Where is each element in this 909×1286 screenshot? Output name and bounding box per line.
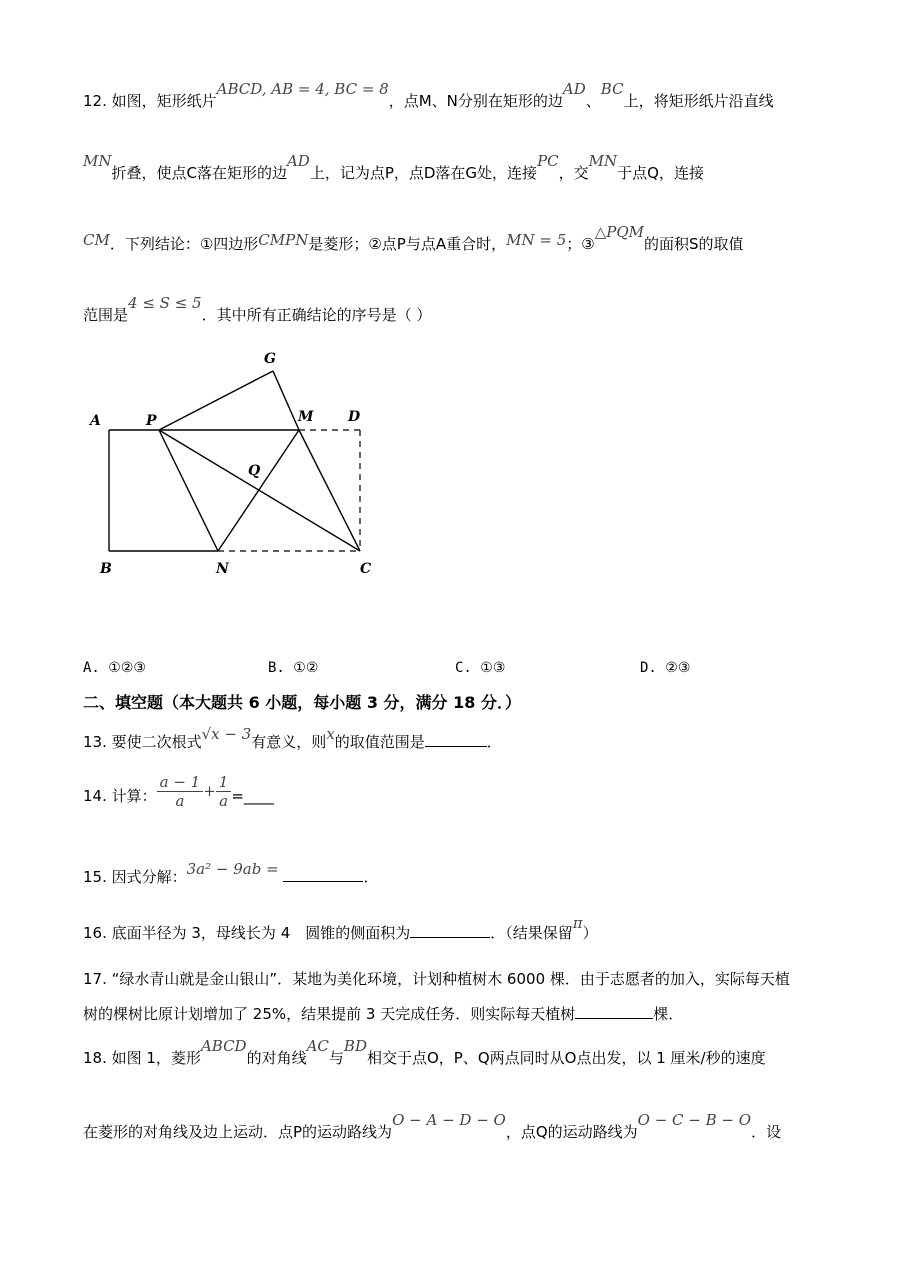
edge-nm (218, 430, 299, 551)
fraction-2 (216, 773, 232, 810)
edge-gm (273, 371, 299, 430)
math-bd: BD (343, 1037, 367, 1055)
q14-text: 14. 计算： (83, 787, 157, 805)
q16-text: ．（结果保留 (490, 924, 573, 942)
q12-text: 、 (585, 92, 601, 110)
q12-text: 上，将矩形纸片沿直线 (623, 92, 774, 110)
plus-sign: + (203, 782, 216, 800)
q12-text: 折叠，使点C落在矩形的边 (111, 164, 287, 182)
math-abcd: ABCD, AB = 4, BC = 8 (216, 80, 389, 98)
section-heading: 二、填空题（本大题共 6 小题，每小题 3 分，满分 18 分．） (83, 693, 521, 712)
math-pqm: △PQM (594, 223, 645, 241)
label-m: M (298, 409, 314, 425)
q12-text: 上，记为点P，点D落在G处，连接 (309, 164, 538, 182)
math-cm: CM (83, 231, 110, 249)
label-c: C (360, 561, 372, 577)
q12-text: ．其中所有正确结论的序号是（ ） (201, 306, 432, 324)
q12-text: ，交 (558, 164, 589, 182)
math-ac: AC (306, 1037, 329, 1055)
option-c[interactable]: C. ①③ (455, 660, 506, 676)
math-mn: MN (83, 152, 112, 170)
q16-text: 16. 底面半径为 3，母线长为 4 圆锥的侧面积为 (83, 924, 411, 942)
q17-text: 棵． (653, 1005, 684, 1023)
math-cmpn: CMPN (258, 231, 309, 249)
q18-text: 的对角线 (246, 1049, 307, 1067)
q12-text: ，点M、N分别在矩形的边 (388, 92, 563, 110)
label-n: N (216, 561, 229, 577)
fraction-num: 1 (216, 773, 232, 792)
q18-text: 18. 如图 1，菱形 (83, 1049, 201, 1067)
q13 (83, 725, 502, 752)
option-a[interactable]: A. ①②③ (83, 660, 146, 676)
math-pi: π (572, 914, 583, 932)
math-pc: PC (537, 152, 559, 170)
fraction-den: a (219, 792, 229, 810)
q12-text: 12. 如图，矩形纸片 (83, 92, 217, 110)
math-bc: BC (600, 80, 624, 98)
q15-text: ． (363, 868, 379, 886)
answer-blank[interactable] (575, 1004, 653, 1019)
math-path-q: O − C − B − O (637, 1111, 752, 1129)
math-path-p: O − A − D − O (392, 1111, 506, 1129)
label-d: D (348, 409, 361, 425)
q18-text: 相交于点O，P、Q两点同时从O点出发，以 1 厘米/秒的速度 (366, 1049, 766, 1067)
math-factor: 3a² − 9ab = (186, 860, 279, 878)
q12-line-3 (83, 223, 744, 254)
fraction-1 (157, 773, 204, 810)
q12-line-4 (83, 294, 432, 325)
math-ad: AD (562, 80, 586, 98)
option-d[interactable]: D. ②③ (640, 660, 691, 676)
q18-text: ．设 (751, 1123, 782, 1141)
q12-line-2 (83, 152, 704, 183)
q12-text: 范围是 (83, 306, 129, 324)
q16-text: ） (582, 924, 598, 942)
q12-text: 的面积S的取值 (644, 235, 744, 253)
q13-text: ． (486, 733, 502, 751)
q17-text: 树的棵树比原计划增加了 25%，结果提前 3 天完成任务．则实际每天植树 (83, 1005, 576, 1023)
q18-text: 与 (328, 1049, 344, 1067)
q12-text: ．下列结论：①四边形 (109, 235, 259, 253)
math-x: x (326, 725, 335, 743)
q15-text: 15. 因式分解： (83, 868, 187, 886)
answer-blank[interactable] (425, 732, 487, 747)
label-q: Q (248, 463, 261, 479)
q18-text: ，点Q的运动路线为 (505, 1123, 638, 1141)
q14 (83, 773, 274, 810)
q12-text: ；③ (566, 235, 595, 253)
geometry-figure (80, 345, 390, 585)
math-mn5: MN = 5 (506, 231, 567, 249)
edge-pg (159, 371, 273, 430)
q12-line-1 (83, 80, 774, 111)
q13-text: 的取值范围是 (334, 733, 425, 751)
q18-text: 在菱形的对角线及边上运动．点P的运动路线为 (83, 1123, 393, 1141)
q12-text: 是菱形；②点P与点A重合时， (308, 235, 507, 253)
math-mn: MN (588, 152, 618, 170)
q15 (83, 860, 379, 887)
label-b: B (100, 561, 112, 577)
q18-line-2 (83, 1111, 782, 1142)
fraction-den: a (175, 792, 185, 810)
label-p: P (146, 413, 157, 429)
q18-line-1 (83, 1037, 766, 1068)
fraction-num: a − 1 (157, 773, 204, 792)
q12-text: 于点Q，连接 (617, 164, 704, 182)
q13-text: 有意义，则 (251, 733, 327, 751)
label-g: G (264, 351, 276, 367)
q13-text: 13. 要使二次根式 (83, 733, 202, 751)
q17-line-1: 17. “绿水青山就是金山银山”．某地为美化环境，计划种植树木 6000 棵．由于志愿者的加入，实际每天植 (83, 970, 790, 988)
option-b[interactable]: B. ①② (268, 660, 319, 676)
q14-answer: =____ (231, 787, 274, 805)
label-a: A (90, 413, 101, 429)
math-ad: AD (286, 152, 310, 170)
q16 (83, 914, 598, 943)
math-range: 4 ≤ S ≤ 5 (128, 294, 202, 312)
answer-blank[interactable] (283, 867, 363, 882)
math-abcd: ABCD (200, 1037, 247, 1055)
answer-blank[interactable] (410, 923, 490, 938)
math-sqrt: √x − 3 (201, 725, 252, 743)
q17-line-2 (83, 1003, 683, 1024)
